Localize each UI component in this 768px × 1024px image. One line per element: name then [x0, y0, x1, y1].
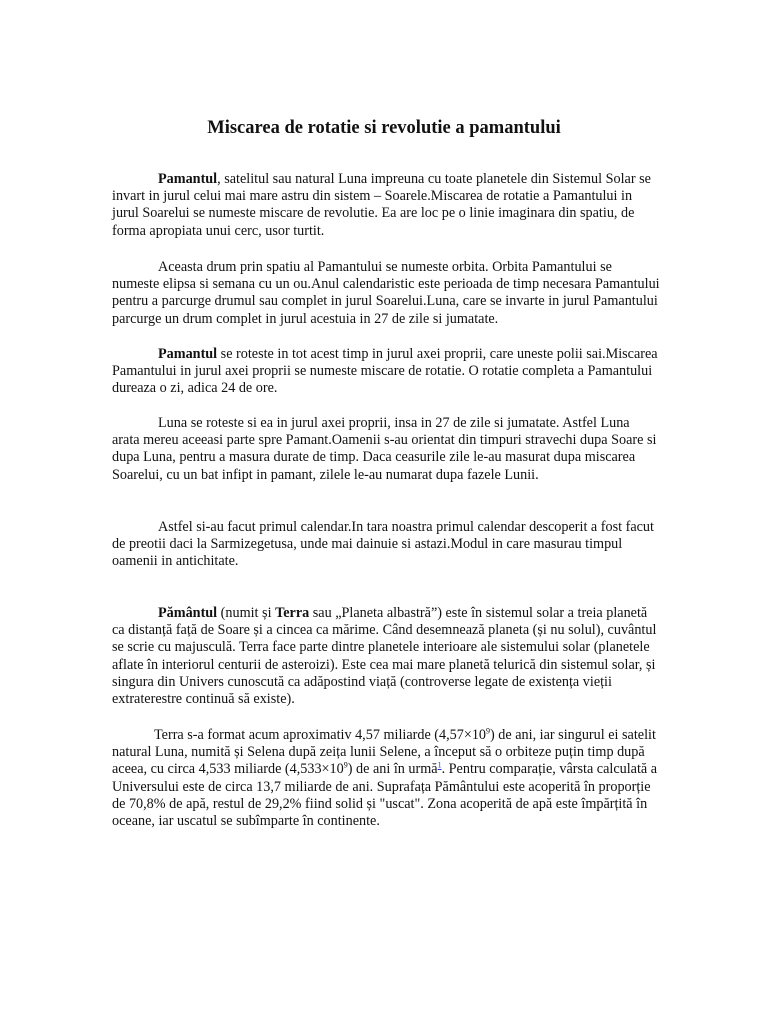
paragraph-6-text-1: (numit și	[217, 605, 276, 621]
paragraph-6-text-2: sau „Planeta albastră”) este în sistemul solar a treia planetă ca distanță față de Soare și a cincea ca mărime. Când desemnează planeta (și nu solul), cuvântul se scrie cu majusculă. Terra face parte dintre planetele interioare ale sistemului solar (planetele aflate în interiorul centurii de asteroizi). Este cea mai mare planetă telurică din sistemul solar, și singura din Univers cunoscută ca adăpostind viață (controverse legate de existența vieții extraterestre continuă să existe).	[112, 605, 657, 708]
paragraph-1-bold: Pamantul	[158, 171, 218, 187]
document-title: Miscarea de rotatie si revolutie a pamantului	[207, 118, 561, 138]
paragraph-2	[112, 259, 660, 328]
exponent-2: 9	[343, 760, 348, 770]
paragraph-7-text-4: . Pentru comparație, vârsta calculată a Universului este de circa 13,7 miliarde de ani. Suprafața Pământului este acoperită în proporție de 70,8% de apă, restul de 29,2% fiind solid și "uscat". Zona acoperită de apă este împărțită în oceane, iar uscatul se subîmparte în continente.	[112, 761, 658, 830]
footnote-link[interactable]: 1	[437, 760, 442, 770]
paragraph-6-bold-1: Pământul	[158, 605, 218, 621]
paragraph-6	[112, 605, 660, 708]
paragraph-1-text: , satelitul sau natural Luna impreuna cu toate planetele din Sistemul Solar se invart in jurul celui mai mare astru din sistem – Soarele.Miscarea de rotatie a Pamantului in jurul Soarelui se numeste miscare de revolutie. Ea are loc pe o linie imaginara din spatiu, de forma apropiata unui cerc, usor turtit.	[112, 171, 651, 239]
paragraph-3-bold: Pamantul	[158, 346, 218, 362]
paragraph-7-text-3: ) de ani în urmă	[347, 761, 438, 778]
exponent-1: 9	[486, 726, 491, 736]
paragraph-4	[112, 415, 660, 484]
paragraph-2-text: Aceasta drum prin spatiu al Pamantului se numeste orbita. Orbita Pamantului se numeste elipsa si semana cu un ou.Anul calendaristic este perioada de timp necesara Pamantului pentru a parcurge drumul sau complet in jurul Soarelui.Luna, care se invarte in jurul Pamantului parcurge un drum complet in jurul acestuia in 27 de zile si jumatate.	[112, 259, 660, 327]
paragraph-7-text-1: Terra s-a format acum aproximativ 4,57 miliarde (4,57×10	[154, 727, 487, 743]
paragraph-7-text-2: ) de ani, iar singurul ei satelit natural Luna, numită și Selena după zeița lunii Selene, a început să o orbiteze puțin timp după aceea, cu circa 4,533 miliarde (4,533×10	[112, 727, 656, 778]
paragraph-1	[112, 171, 660, 240]
paragraph-4-text: Luna se roteste si ea in jurul axei proprii, insa in 27 de zile si jumatate. Astfel Luna arata mereu aceeasi parte spre Pamant.Oamenii s-au orientat din timpuri stravechi dupa Soare si dupa Luna, pentru a masura durate de timp. Daca ceasurile zile le-au masurat dupa miscarea Soarelui, cu un bat infipt in pamant, zilele le-au numarat dupa fazele Lunii.	[112, 415, 657, 483]
paragraph-6-bold-2: Terra	[275, 605, 310, 621]
paragraph-3	[112, 346, 660, 398]
paragraph-7	[112, 727, 660, 830]
paragraph-3-text: se roteste in tot acest timp in jurul axei proprii, care uneste polii sai.Miscarea Pamantului in jurul axei proprii se numeste miscare de rotatie. O rotatie completa a Pamantului dureaza o zi, adica 24 de ore.	[112, 346, 658, 397]
paragraph-5-text: Astfel si-au facut primul calendar.In tara noastra primul calendar descoperit a fost facut de preotii daci la Sarmizegetusa, unde mai dainuie si astazi.Modul in care masurau timpul oamenii in antichitate.	[112, 519, 654, 570]
paragraph-5	[112, 519, 660, 571]
